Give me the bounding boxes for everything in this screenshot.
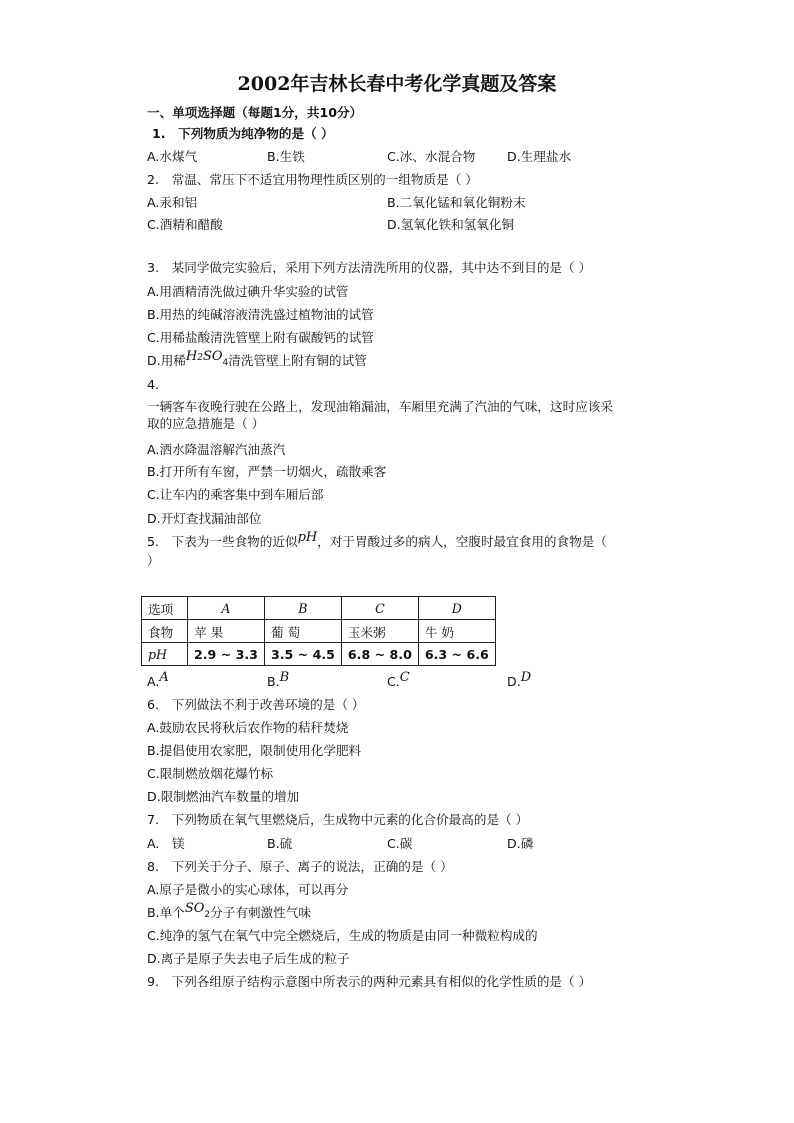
question-3-stem: 3. 某同学做完实验后，采用下列方法清洗所用的仪器，其中达不到目的是（ ） <box>147 260 592 275</box>
table-cell: 3.5 ~ 4.5 <box>264 643 341 666</box>
h2so4-formula: H2SO <box>185 349 223 364</box>
q4-option-d: D.开灯查找漏油部位 <box>147 511 262 526</box>
q1-option-a: A.水煤气 <box>147 149 198 164</box>
question-6-stem: 6. 下列做法不利于改善环境的是（ ） <box>147 697 365 712</box>
q3-option-a: A.用酒精清洗做过碘升华实验的试管 <box>147 284 349 299</box>
q8-option-a: A.原子是微小的实心球体，可以再分 <box>147 882 349 897</box>
q1-option-c: C.冰、水混合物 <box>387 149 476 164</box>
q6-option-a: A.鼓励农民将秋后农作物的秸秆焚烧 <box>147 720 349 735</box>
q2-option-b: B.二氧化锰和氧化铜粉末 <box>387 195 526 210</box>
table-cell: 食物 <box>142 620 188 643</box>
q7-option-b: B.硫 <box>267 836 293 851</box>
section-heading: 一、单项选择题（每题1分，共10分） <box>147 105 363 120</box>
table-cell: 牛 奶 <box>418 620 495 643</box>
question-8-stem: 8. 下列关于分子、原子、离子的说法，正确的是（ ） <box>147 859 453 874</box>
q6-option-b: B.提倡使用农家肥，限制使用化学肥料 <box>147 743 362 758</box>
table-cell: 葡 萄 <box>264 620 341 643</box>
q2-option-c: C.酒精和醋酸 <box>147 217 223 232</box>
table-cell: D <box>418 597 495 620</box>
question-2-stem: 2. 常温、常压下不适宜用物理性质区别的一组物质是（ ） <box>147 172 478 187</box>
q3-option-b: B.用热的纯碱溶液清洗盛过植物油的试管 <box>147 307 374 322</box>
q4-option-a: A.洒水降温溶解汽油蒸汽 <box>147 442 286 457</box>
table-cell: pH <box>142 643 188 666</box>
q2-option-d: D.氢氧化铁和氢氧化铜 <box>387 217 515 232</box>
question-4-stem-line2: 取的应急措施是（ ） <box>147 416 265 431</box>
document-title: 2002年吉林长春中考化学真题及答案 <box>237 73 557 95</box>
q1-option-b: B.生铁 <box>267 149 305 164</box>
q7-option-a: A. 镁 <box>147 836 185 851</box>
table-cell: 2.9 ~ 3.3 <box>188 643 265 666</box>
q5-option-c: C.C <box>387 670 410 689</box>
table-row <box>142 597 496 620</box>
table-cell: B <box>264 597 341 620</box>
table-cell: A <box>188 597 265 620</box>
q6-option-c: C.限制燃放烟花爆竹标 <box>147 766 274 781</box>
q8-option-b: B.单个SO2分子有刺激性气味 <box>147 901 311 920</box>
q3-option-d: D.用稀H2SO4清洗管壁上附有铜的试管 <box>147 349 367 368</box>
q3-option-c: C.用稀盐酸清洗管壁上附有碳酸钙的试管 <box>147 330 374 345</box>
q1-option-d: D.生理盐水 <box>507 149 572 164</box>
question-7-stem: 7. 下列物质在氧气里燃烧后，生成物中元素的化合价最高的是（ ） <box>147 812 529 827</box>
q5-option-d: D.D <box>507 670 532 689</box>
q4-option-c: C.让车内的乘客集中到车厢后部 <box>147 487 324 502</box>
q4-option-b: B.打开所有车窗，严禁一切烟火，疏散乘客 <box>147 464 387 479</box>
q6-option-d: D.限制燃油汽车数量的增加 <box>147 789 300 804</box>
table-row <box>142 620 496 643</box>
so2-formula: SO <box>184 901 205 916</box>
q5-option-a: A.A <box>147 670 169 689</box>
table-cell: 玉米粥 <box>341 620 418 643</box>
question-1-stem: 1. 下列物质为纯净物的是（ ） <box>152 126 334 141</box>
question-4-stem-line1: 一辆客车夜晚行驶在公路上，发现油箱漏油，车厢里充满了汽油的气味，这时应该采 <box>147 399 613 414</box>
table-cell: C <box>341 597 418 620</box>
question-9-stem: 9. 下列各组原子结构示意图中所表示的两种元素具有相似的化学性质的是（ ） <box>147 974 592 989</box>
q2-option-a: A.汞和铝 <box>147 195 198 210</box>
table-row <box>142 643 496 666</box>
q8-option-d: D.离子是原子失去电子后生成的粒子 <box>147 951 350 966</box>
table-cell: 选项 <box>142 597 188 620</box>
q7-option-c: C.碳 <box>387 836 413 851</box>
q7-option-d: D.磷 <box>507 836 534 851</box>
q5-option-b: B.B <box>267 670 290 689</box>
table-cell: 6.3 ~ 6.6 <box>418 643 495 666</box>
table-cell: 苹 果 <box>188 620 265 643</box>
ph-table <box>141 596 496 666</box>
question-4-number: 4. <box>147 377 160 392</box>
question-5-stem: 5. 下表为一些食物的近似pH，对于胃酸过多的病人，空腹时最宜食用的食物是（ <box>147 530 607 549</box>
table-cell: 6.8 ~ 8.0 <box>341 643 418 666</box>
q8-option-c: C.纯净的氢气在氧气中完全燃烧后，生成的物质是由同一种微粒构成的 <box>147 928 538 943</box>
question-5-stem-close: ） <box>147 553 160 568</box>
